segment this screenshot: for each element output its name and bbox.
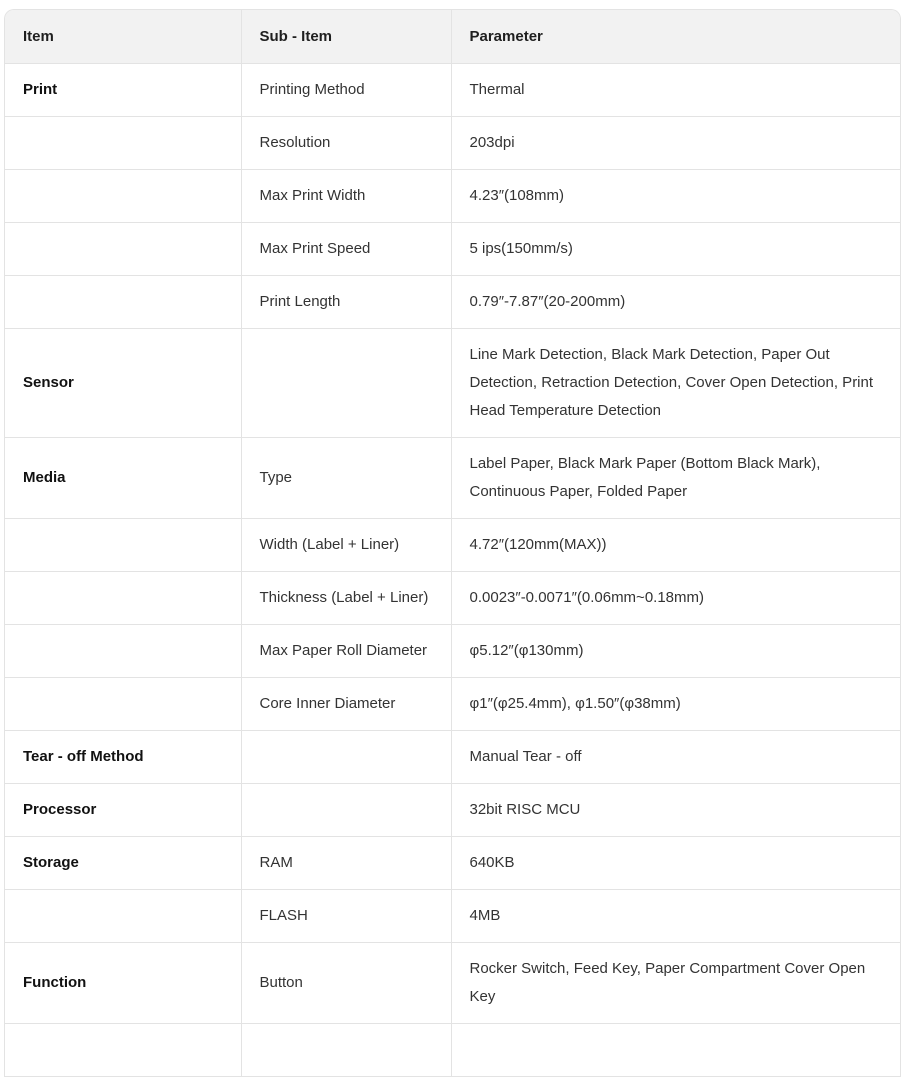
sub-item-cell: Button — [241, 942, 451, 1023]
spec-table-container — [4, 9, 901, 1077]
parameter-cell: 4MB — [451, 889, 900, 942]
item-cell: Print — [5, 63, 241, 116]
sub-item-cell: Core Inner Diameter — [241, 677, 451, 730]
sub-item-cell: Max Paper Roll Diameter — [241, 624, 451, 677]
parameter-cell — [451, 1023, 900, 1076]
table-row — [5, 624, 900, 677]
table-header — [5, 10, 900, 63]
sub-item-cell — [241, 783, 451, 836]
sub-item-cell: Type — [241, 437, 451, 518]
table-row — [5, 437, 900, 518]
table-row — [5, 222, 900, 275]
table-row — [5, 169, 900, 222]
item-cell: Processor — [5, 783, 241, 836]
parameter-cell: 203dpi — [451, 116, 900, 169]
item-cell — [5, 571, 241, 624]
item-cell — [5, 275, 241, 328]
item-cell: Media — [5, 437, 241, 518]
parameter-cell: Manual Tear - off — [451, 730, 900, 783]
sub-item-cell — [241, 328, 451, 437]
table-row — [5, 275, 900, 328]
item-cell: Storage — [5, 836, 241, 889]
parameter-cell: Line Mark Detection, Black Mark Detection, Paper Out Detection, Retraction Detection, Cover Open Detection, Print Head Temperature Detection — [451, 328, 900, 437]
table-row — [5, 116, 900, 169]
item-cell — [5, 889, 241, 942]
header-row — [5, 10, 900, 63]
parameter-cell: 4.23″(108mm) — [451, 169, 900, 222]
parameter-cell: 0.79″-7.87″(20-200mm) — [451, 275, 900, 328]
sub-item-cell: FLASH — [241, 889, 451, 942]
table-row — [5, 836, 900, 889]
item-cell — [5, 169, 241, 222]
parameter-cell: φ1″(φ25.4mm), φ1.50″(φ38mm) — [451, 677, 900, 730]
parameter-cell: 4.72″(120mm(MAX)) — [451, 518, 900, 571]
item-cell — [5, 624, 241, 677]
sub-item-cell — [241, 730, 451, 783]
item-cell — [5, 677, 241, 730]
sub-item-cell: Resolution — [241, 116, 451, 169]
sub-item-cell: Print Length — [241, 275, 451, 328]
column-header-item: Item — [5, 10, 241, 63]
parameter-cell: Rocker Switch, Feed Key, Paper Compartment Cover Open Key — [451, 942, 900, 1023]
parameter-cell: φ5.12″(φ130mm) — [451, 624, 900, 677]
table-row — [5, 518, 900, 571]
sub-item-cell: Thickness (Label + Liner) — [241, 571, 451, 624]
sub-item-cell: Max Print Width — [241, 169, 451, 222]
table-row — [5, 571, 900, 624]
item-cell — [5, 116, 241, 169]
table-row — [5, 783, 900, 836]
spec-table — [5, 10, 900, 1077]
table-row — [5, 677, 900, 730]
sub-item-cell: RAM — [241, 836, 451, 889]
table-row — [5, 889, 900, 942]
sub-item-cell — [241, 1023, 451, 1076]
parameter-cell: 0.0023″-0.0071″(0.06mm~0.18mm) — [451, 571, 900, 624]
sub-item-cell: Max Print Speed — [241, 222, 451, 275]
parameter-cell: Thermal — [451, 63, 900, 116]
item-cell — [5, 222, 241, 275]
sub-item-cell: Printing Method — [241, 63, 451, 116]
column-header-sub-item: Sub - Item — [241, 10, 451, 63]
column-header-parameter: Parameter — [451, 10, 900, 63]
table-row — [5, 1023, 900, 1076]
item-cell — [5, 518, 241, 571]
parameter-cell: 640KB — [451, 836, 900, 889]
sub-item-cell: Width (Label + Liner) — [241, 518, 451, 571]
table-row — [5, 328, 900, 437]
parameter-cell: 32bit RISC MCU — [451, 783, 900, 836]
table-row — [5, 63, 900, 116]
parameter-cell: 5 ips(150mm/s) — [451, 222, 900, 275]
item-cell: Sensor — [5, 328, 241, 437]
table-row — [5, 942, 900, 1023]
item-cell — [5, 1023, 241, 1076]
parameter-cell: Label Paper, Black Mark Paper (Bottom Black Mark), Continuous Paper, Folded Paper — [451, 437, 900, 518]
table-body — [5, 63, 900, 1076]
table-row — [5, 730, 900, 783]
item-cell: Tear - off Method — [5, 730, 241, 783]
item-cell: Function — [5, 942, 241, 1023]
